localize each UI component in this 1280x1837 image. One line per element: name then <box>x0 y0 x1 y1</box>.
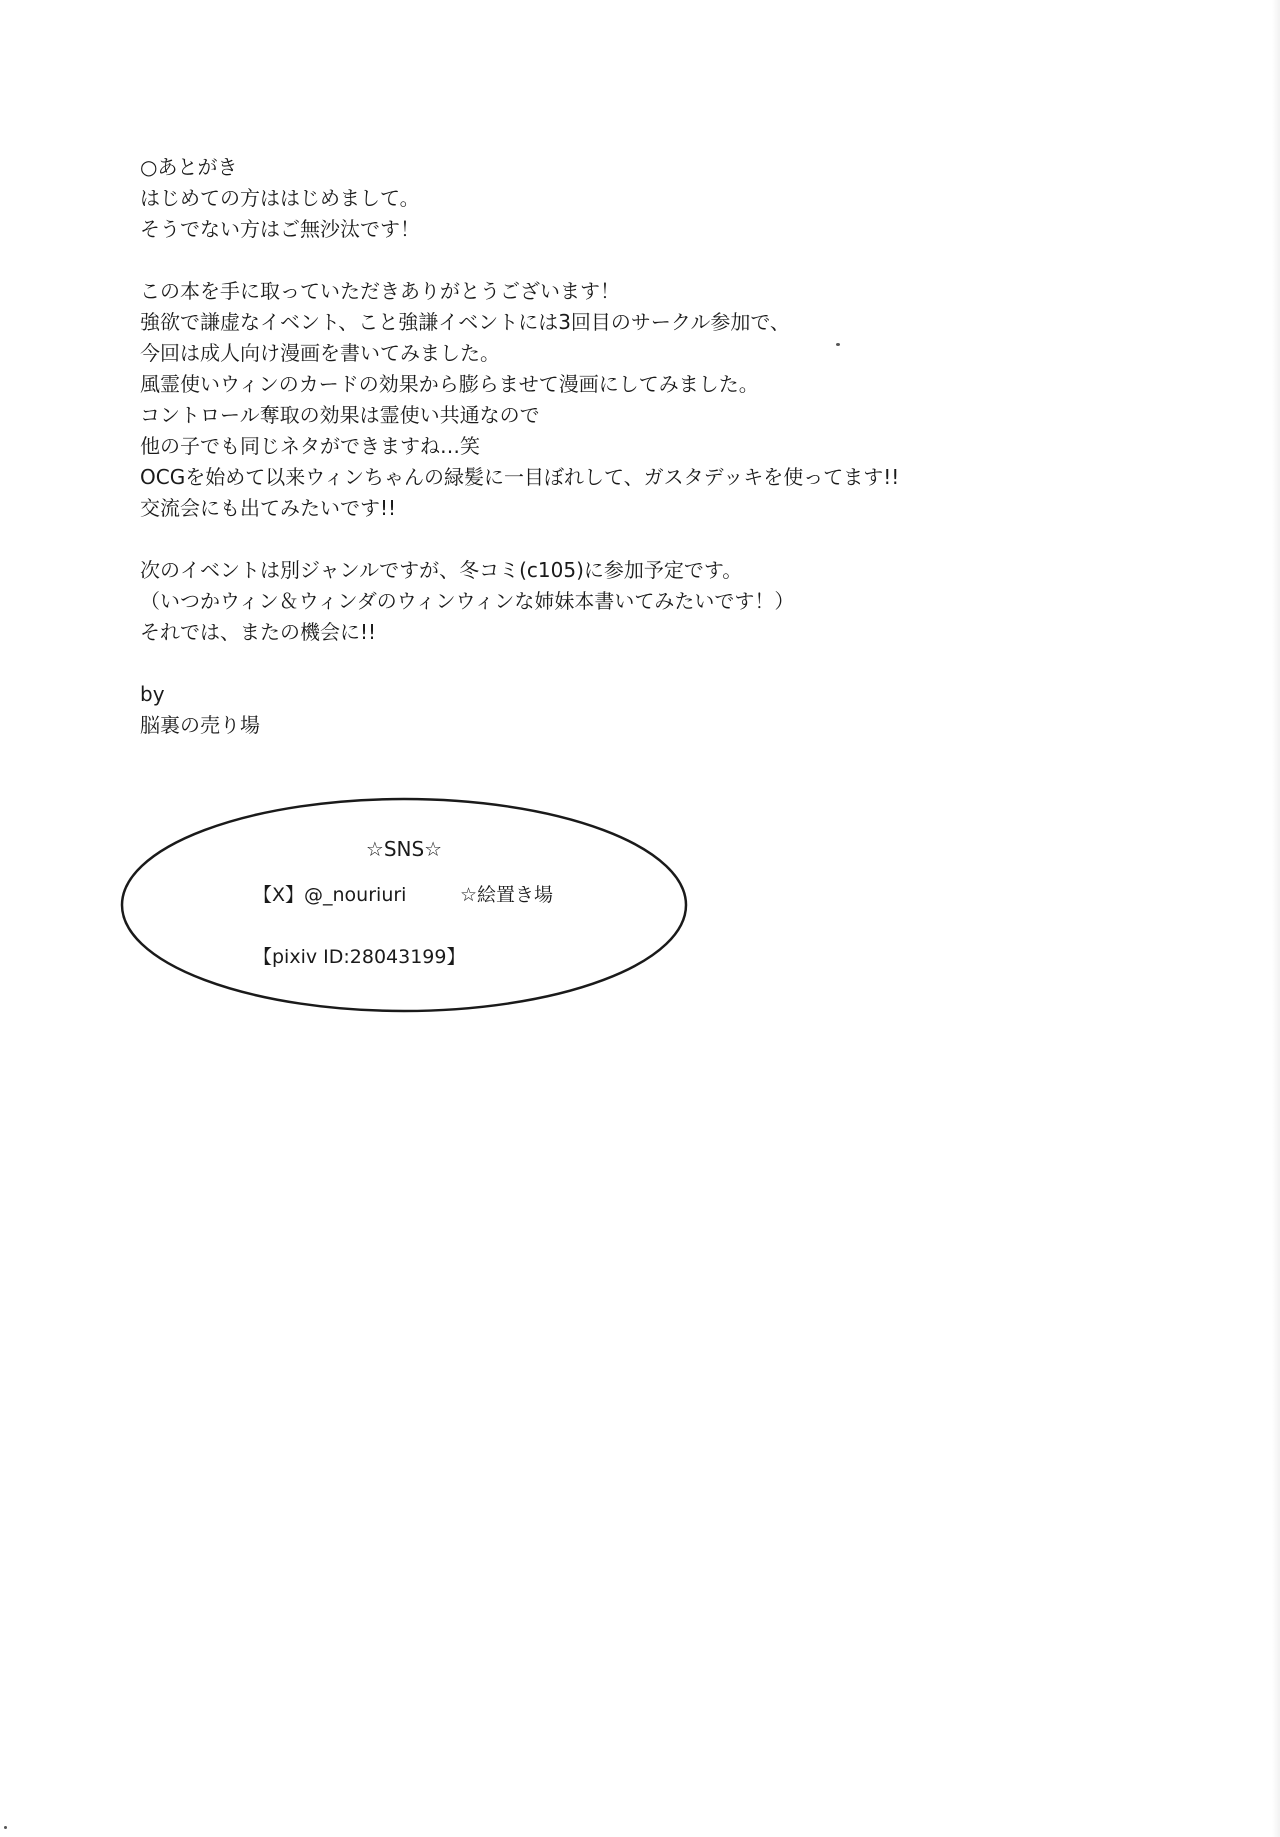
afterword-line: 他の子でも同じネタができますね…笑 <box>140 434 480 458</box>
circle-name: 脳裏の売り場 <box>140 713 260 737</box>
pixiv-id: 【pixiv ID:28043199】 <box>253 946 466 968</box>
gallery-label: ☆絵置き場 <box>460 884 554 906</box>
afterword-heading: ○あとがき <box>140 155 238 179</box>
afterword-line: それでは、またの機会に!! <box>140 620 377 644</box>
signature-by: by <box>140 682 165 706</box>
sns-box <box>120 795 688 1015</box>
afterword-line: そうでない方はご無沙汰です！ <box>140 217 420 241</box>
afterword-line: 風霊使いウィンのカードの効果から膨らませて漫画にしてみました。 <box>140 372 759 396</box>
paragraph-gap <box>140 648 1140 679</box>
afterword-line: 次のイベントは別ジャンルですが、冬コミ(c105)に参加予定です。 <box>140 558 743 582</box>
page-edge <box>1272 0 1280 1837</box>
afterword-line: 交流会にも出てみたいです!! <box>140 496 397 520</box>
scan-speck <box>836 343 840 346</box>
afterword-line: 今回は成人向け漫画を書いてみました。 <box>140 341 500 365</box>
afterword-text <box>140 152 1140 741</box>
afterword-line: 強欲で謙虚なイベント、こと強謙イベントには3回目のサークル参加で、 <box>140 310 790 334</box>
scan-speck <box>4 1826 7 1829</box>
afterword-line: はじめての方ははじめまして。 <box>140 186 420 210</box>
afterword-line: コントロール奪取の効果は霊使い共通なので <box>140 403 540 427</box>
x-account-link: 【X】@_nouriuri <box>253 884 407 906</box>
paragraph-gap <box>140 245 1140 276</box>
afterword-line: この本を手に取っていただきありがとうございます！ <box>140 279 620 303</box>
paragraph-gap <box>140 524 1140 555</box>
sns-title: ☆SNS☆ <box>365 837 443 861</box>
afterword-line: OCGを始めて以来ウィンちゃんの緑髪に一目ぼれして、ガスタデッキを使ってます!! <box>140 465 900 489</box>
afterword-line: （いつかウィン＆ウィンダのウィンウィンな姉妹本書いてみたいです！） <box>140 589 795 613</box>
